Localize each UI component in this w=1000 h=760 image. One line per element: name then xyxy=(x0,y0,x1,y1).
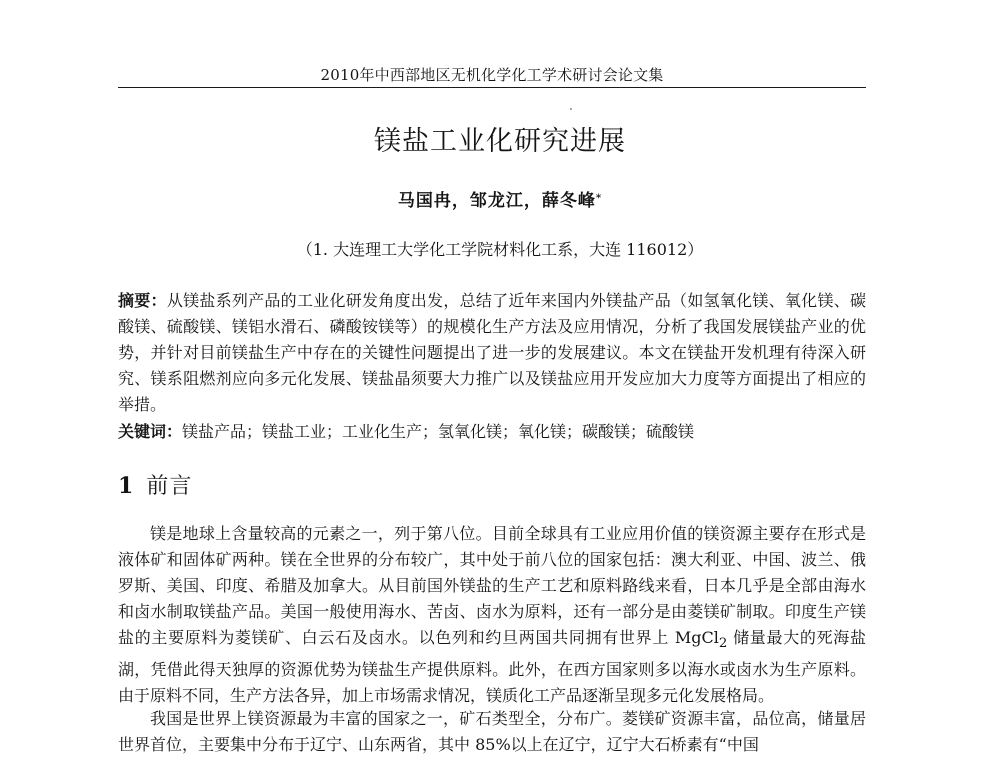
corresponding-author-mark: * xyxy=(595,193,603,204)
section-heading xyxy=(118,470,192,503)
authors-text: 马国冉，邹龙江，薛冬峰 xyxy=(397,191,596,211)
scan-speck xyxy=(570,108,572,110)
keywords-text: 镁盐产品；镁盐工业；工业化生产；氢氧化镁；氧化镁；碳酸镁；硫酸镁 xyxy=(182,422,695,441)
affiliation: （1. 大连理工大学化工学院材料化工系，大连 116012） xyxy=(296,240,704,259)
formula-subscript: 2 xyxy=(718,636,728,652)
running-header: 2010年中西部地区无机化学化工学术研讨会论文集 xyxy=(320,66,664,84)
section-number: 1 xyxy=(118,473,135,499)
paper-title: 镁盐工业化研究进展 xyxy=(374,126,626,157)
formula-mgcl2 xyxy=(674,628,728,652)
body-paragraph-2: 我国是世界上镁资源最为丰富的国家之一，矿石类型全，分布广。菱镁矿资源丰富，品位高，储量居世界首位，主要集中分布于辽宁、山东两省，其中 85%以上在辽宁，辽宁大石桥素有“中国 xyxy=(118,709,866,754)
keywords xyxy=(118,419,866,445)
author-list xyxy=(0,188,1000,214)
body-paragraph-1 xyxy=(118,521,866,709)
formula-base: MgCl xyxy=(674,628,719,647)
paragraph-1-part-2: 储量最大的死海盐湖，凭借此得天独厚的资源优势为镁盐生产提供原料。此外，在西方国家则多以海水或卤水为生产原料。由于原料不同，生产方法各异，加上市场需求情况，镁质化工产品逐渐呈现多元化发展格局。 xyxy=(118,628,866,706)
paragraph-1-part-1: 镁是地球上含量较高的元素之一，列于第八位。目前全球具有工业应用价值的镁资源主要存在形式是液体矿和固体矿两种。镁在全世界的分布较广，其中处于前八位的国家包括：澳大利亚、中国、波兰、俄罗斯、美国、印度、希腊及加拿大。从目前国外镁盐的生产工艺和原料路线来看，日本几乎是全部由海水和卤水制取镁盐产品。美国一般使用海水、苦卤、卤水为原料，还有一部分是由菱镁矿制取。印度生产镁盐的主要原料为菱镁矿、白云石及卤水。以色列和约旦两国共同拥有世界上 xyxy=(118,524,866,647)
header-rule xyxy=(118,87,866,88)
keywords-label: 关键词： xyxy=(118,422,183,441)
abstract xyxy=(118,288,866,418)
abstract-text: 从镁盐系列产品的工业化研发角度出发，总结了近年来国内外镁盐产品（如氢氧化镁、氧化镁、碳酸镁、硫酸镁、镁铝水滑石、磷酸铵镁等）的规模化生产方法及应用情况，分析了我国发展镁盐产业的优势，并针对目前镁盐生产中存在的关键性问题提出了进一步的发展建议。本文在镁盐开发机理有待深入研究、镁系阻燃剂应向多元化发展、镁盐晶须要大力推广以及镁盐应用开发应加大力度等方面提出了相应的举措。 xyxy=(118,291,866,414)
section-title: 前言 xyxy=(146,474,193,499)
abstract-label: 摘要： xyxy=(118,291,167,310)
